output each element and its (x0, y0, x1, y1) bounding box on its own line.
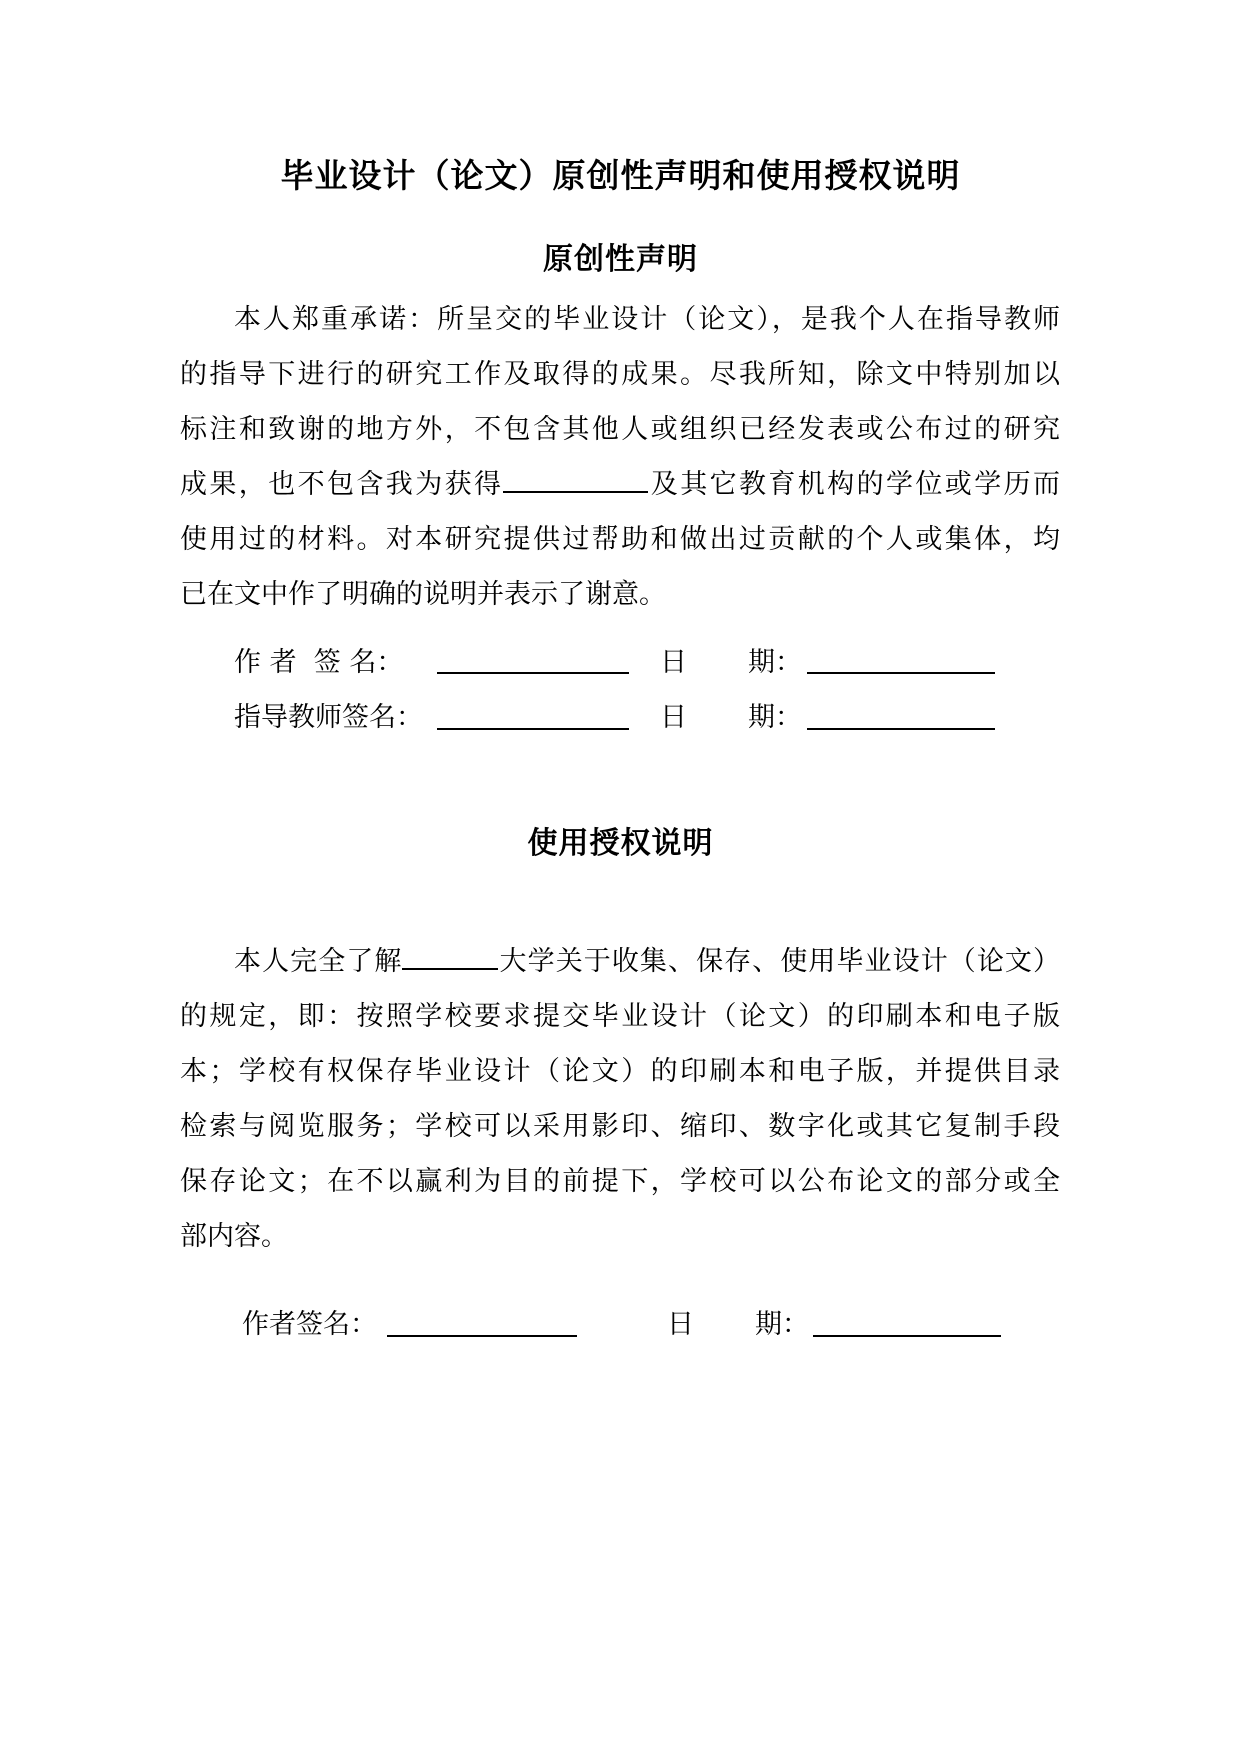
statement-line: 的规定，即：按照学校要求提交毕业设计（论文）的印刷本和电子版 (180, 1001, 1060, 1032)
date-label-char: 期： (748, 647, 802, 678)
statement-line: 的指导下进行的研究工作及取得的成果。尽我所知，除文中特别加以 (180, 359, 1060, 390)
document-title: 毕业设计（论文）原创性声明和使用授权说明 (280, 156, 961, 195)
advisor-signature-label: 指导教师签名： (234, 702, 423, 733)
statement-text: 本人完全了解 (234, 946, 403, 977)
date-label-char: 日 (667, 1309, 694, 1340)
authorization-heading: 使用授权说明 (527, 826, 714, 861)
advisor-date-field[interactable] (807, 728, 995, 730)
statement-line: 使用过的材料。对本研究提供过帮助和做出过贡献的个人或集体，均 (180, 524, 1060, 555)
statement-line: 本人郑重承诺：所呈交的毕业设计（论文），是我个人在指导教师 (234, 304, 1060, 335)
advisor-signature-field[interactable] (437, 728, 629, 730)
author-signature-field[interactable] (437, 672, 629, 674)
authorization-statement (180, 934, 1060, 1264)
date-label-char: 日 (660, 702, 687, 733)
authorization-signature-row (242, 1305, 1042, 1345)
statement-line (180, 457, 1060, 512)
statement-text: 大学关于收集、保存、使用毕业设计（论文） (498, 946, 1061, 977)
date-label-char: 期： (755, 1309, 809, 1340)
university-blank-field[interactable] (402, 942, 498, 970)
author-signature-label: 作 者 签 名： (234, 647, 404, 678)
authorization-date-field[interactable] (813, 1335, 1001, 1337)
statement-line: 本；学校有权保存毕业设计（论文）的印刷本和电子版，并提供目录 (180, 1056, 1060, 1087)
statement-line: 保存论文；在不以赢利为目的前提下，学校可以公布论文的部分或全 (180, 1166, 1060, 1197)
author-signature-label: 作者签名： (242, 1309, 377, 1340)
statement-line (180, 934, 1060, 989)
statement-line: 检索与阅览服务；学校可以采用影印、缩印、数字化或其它复制手段 (180, 1111, 1060, 1142)
statement-line: 标注和致谢的地方外，不包含其他人或组织已经发表或公布过的研究 (180, 414, 1060, 445)
degree-blank-field[interactable] (503, 465, 648, 493)
statement-line: 部内容。 (180, 1221, 288, 1252)
date-label-char: 期： (748, 702, 802, 733)
date-label-char: 日 (660, 647, 687, 678)
author-signature-row (234, 643, 1034, 683)
originality-heading: 原创性声明 (543, 242, 698, 277)
author-date-field[interactable] (807, 672, 995, 674)
statement-line: 已在文中作了明确的说明并表示了谢意。 (180, 579, 666, 610)
originality-statement (180, 292, 1060, 622)
authorization-signature-field[interactable] (387, 1335, 577, 1337)
statement-text: 及其它教育机构的学位或学历而 (648, 469, 1061, 500)
advisor-signature-row (234, 698, 1034, 738)
statement-text: 成果，也不包含我为获得 (180, 469, 504, 500)
